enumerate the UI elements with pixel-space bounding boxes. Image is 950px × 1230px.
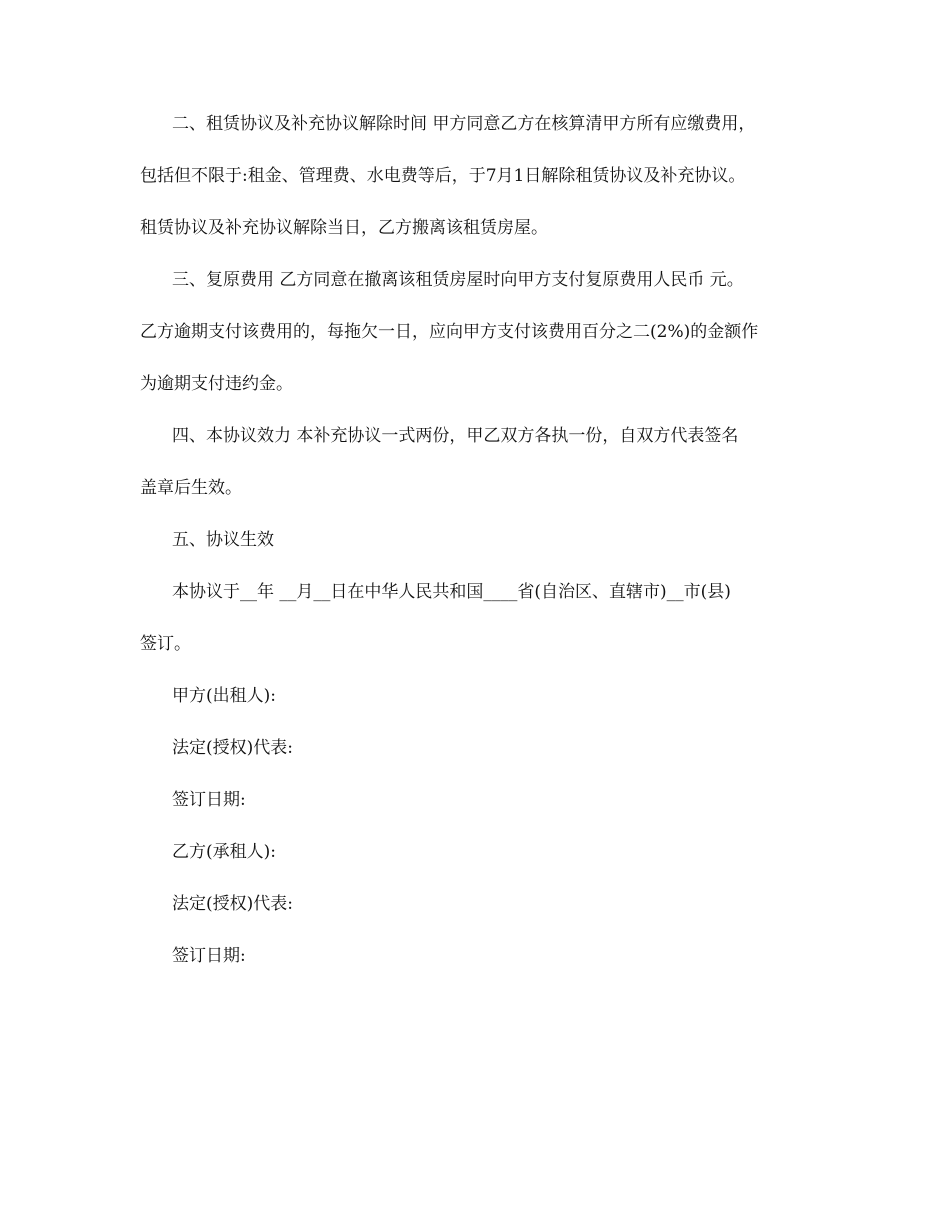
- clause-2-line-3: 租赁协议及补充协议解除当日，乙方搬离该租赁房屋。: [140, 218, 548, 238]
- party-a-representative-label: 法定(授权)代表:: [172, 738, 293, 758]
- clause-3-line-3: 为逾期支付违约金。: [140, 374, 293, 394]
- clause-3-line-2: 乙方逾期支付该费用的，每拖欠一日，应向甲方支付该费用百分之二(2%)的金额作: [140, 322, 759, 342]
- clause-4-line-2: 盖章后生效。: [140, 478, 242, 498]
- party-b-signing-date-label: 签订日期:: [172, 946, 246, 966]
- party-a-signing-date-label: 签订日期:: [172, 790, 246, 810]
- party-b-representative-label: 法定(授权)代表:: [172, 894, 293, 914]
- document-page: [140, 98, 820, 982]
- clause-2-line-1: 二、租赁协议及补充协议解除时间 甲方同意乙方在核算清甲方所有应缴费用，: [172, 114, 756, 134]
- party-b-label: 乙方(承租人):: [172, 842, 276, 862]
- clause-2-line-2: 包括但不限于:租金、管理费、水电费等后，于7月1日解除租赁协议及补充协议。: [140, 166, 746, 186]
- clause-4-line-1: 四、本协议效力 本补充协议一式两份，甲乙双方各执一份，自双方代表签名: [172, 426, 739, 446]
- signing-place-line-2: 签订。: [140, 634, 191, 654]
- clause-5-heading: 五、协议生效: [172, 530, 274, 550]
- party-a-label: 甲方(出租人):: [172, 686, 276, 706]
- clause-3-line-1: 三、复原费用 乙方同意在撤离该租赁房屋时向甲方支付复原费用人民币 元。: [172, 270, 744, 290]
- signing-place-line-1: 本协议于__年 __月__日在中华人民共和国____省(自治区、直辖市)__市(县): [172, 582, 731, 602]
